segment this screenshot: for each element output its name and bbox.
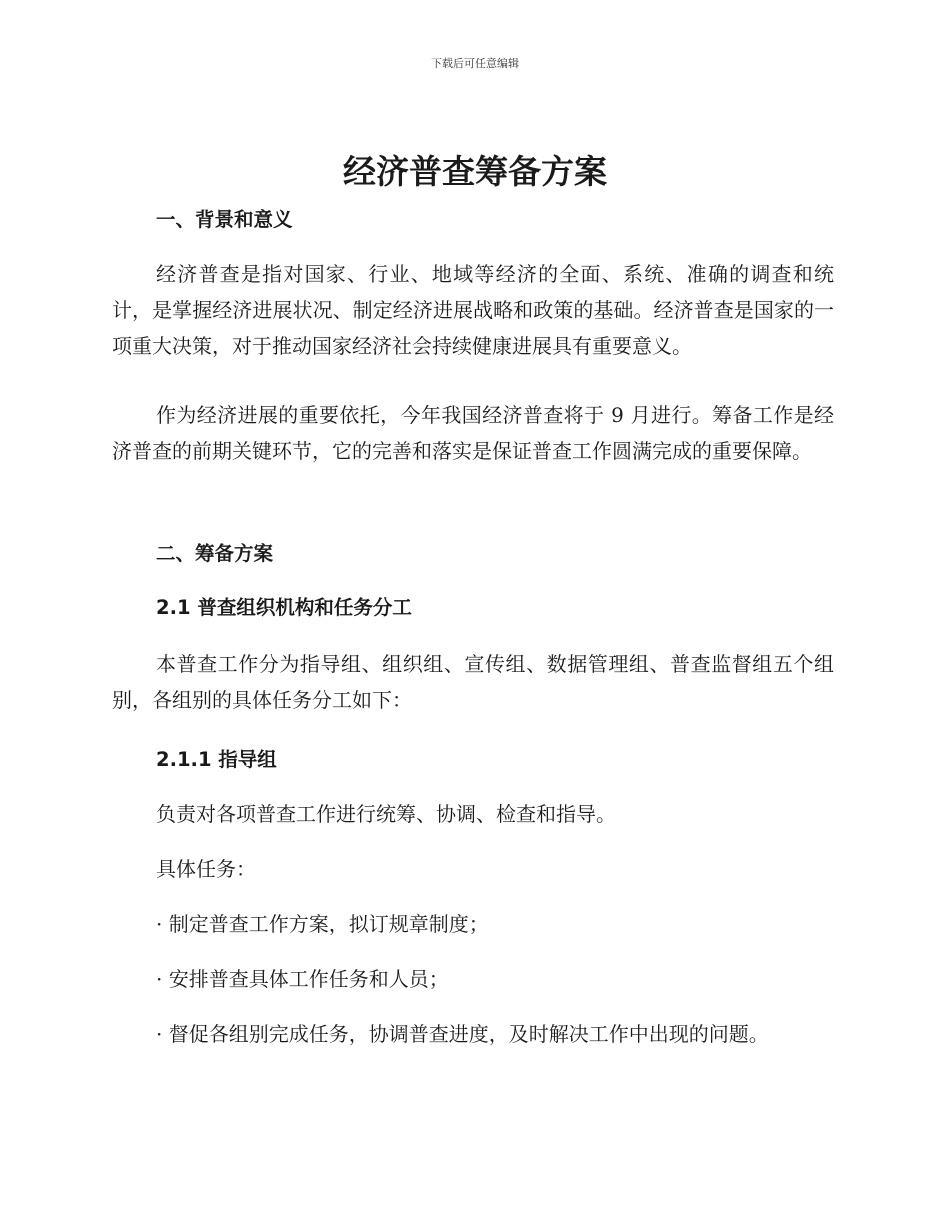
page-header-note: 下载后可任意编辑 bbox=[431, 57, 519, 70]
task-item-1: · 制定普查工作方案，拟订规章制度； bbox=[156, 912, 489, 936]
paragraph-guidance-group: 负责对各项普查工作进行统筹、协调、检查和指导。 bbox=[156, 802, 616, 826]
subsection-heading-organization: 2.1 普查组织机构和任务分工 bbox=[156, 596, 412, 619]
task-item-3: · 督促各组别完成任务，协调普查进度，及时解决工作中出现的问题。 bbox=[156, 1022, 769, 1046]
paragraph-background-1: 经济普查是指对国家、行业、地域等经济的全面、系统、准确的调查和统计，是掌握经济进展状况、制定经济进展战略和政策的基础。经济普查是国家的一项重大决策，对于推动国家经济社会持续健康进展具有重要意义。 bbox=[112, 262, 834, 358]
section-heading-background: 一、背景和意义 bbox=[156, 208, 293, 231]
tasks-label: 具体任务： bbox=[156, 857, 256, 881]
paragraph-background-2: 作为经济进展的重要依托，今年我国经济普查将于 9 月进行。筹备工作是经济普查的前期关键环节，它的完善和落实是保证普查工作圆满完成的重要保障。 bbox=[112, 403, 834, 463]
document-title: 经济普查筹备方案 bbox=[343, 152, 607, 191]
section-heading-plan: 二、筹备方案 bbox=[156, 542, 274, 565]
subsection-heading-guidance-group: 2.1.1 指导组 bbox=[156, 748, 277, 771]
task-item-2: · 安排普查具体工作任务和人员； bbox=[156, 967, 449, 991]
paragraph-organization: 本普查工作分为指导组、组织组、宣传组、数据管理组、普查监督组五个组别，各组别的具体任务分工如下： bbox=[112, 652, 834, 712]
